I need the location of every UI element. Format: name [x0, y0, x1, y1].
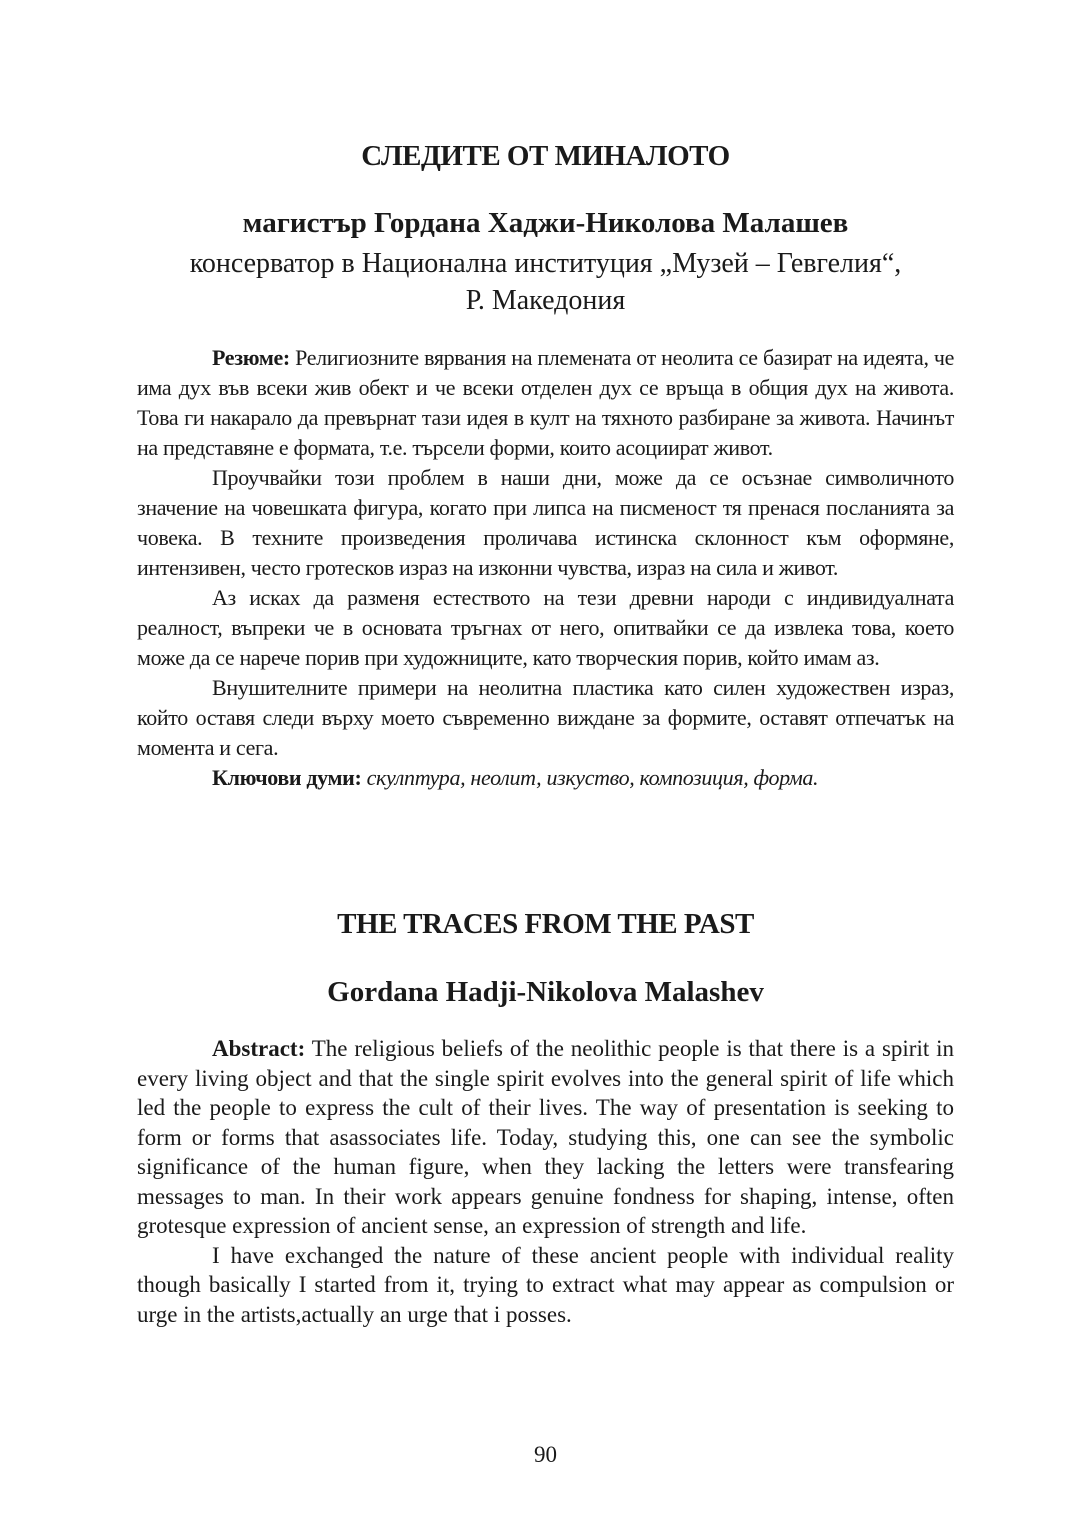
- bulgarian-keywords: [137, 763, 954, 793]
- affiliation-line-2: Р. Македония: [465, 285, 626, 316]
- english-abstract-label: Abstract:: [212, 1036, 306, 1061]
- bulgarian-abstract-text-1: Религиозните вярвания на племената от неолита се базират на идеята, че има дух във всеки жив обект и че всеки отделен дух се връща в общия дух на живота. Това ги накарало да превърнат тази идея в култ на тяхното разбиране за живота. Начинът на представяне е формата, т.е. търсели форми, които асоциират живот.: [137, 345, 954, 460]
- english-author: Gordana Hadji-Nikolova Malashev: [327, 976, 764, 1008]
- bulgarian-abstract-paragraph-1: [137, 343, 954, 463]
- keywords-label: Ключови думи:: [212, 765, 362, 790]
- bulgarian-title: СЛЕДИТЕ ОТ МИНАЛОТО: [361, 140, 730, 172]
- affiliation-line-1: консерватор в Национална институция „Музей – Гевгелия“,: [189, 248, 902, 279]
- english-abstract-text-1: The religious beliefs of the neolithic people is that there is a spirit in every living object and that the single spirit evolves into the general spirit of life which led the people to express the cult of their lives. The way of presentation is seeking to form or forms that asassociates life. Today, studying this, one can see the symbolic significance of the human figure, when they lacking the letters were transfearing messages to man. In their work appears genuine fondness for shaping, intense, often grotesque expression of ancient sense, an expression of strength and life.: [137, 1036, 954, 1238]
- bulgarian-abstract-paragraph-4: Внушителните примери на неолитна пластика като силен художествен израз, който оставя следи върху моето съвременно виждане за формите, оставят отпечатък на момента и сега.: [137, 675, 954, 760]
- keywords-text: скулптура, неолит, изкуство, композиция, форма.: [366, 765, 819, 790]
- english-abstract-paragraph-2: I have exchanged the nature of these ancient people with individual reality though basically I started from it, trying to extract what may appear as compulsion or urge in the artists,actually an urge that i posses.: [137, 1242, 954, 1327]
- bulgarian-abstract: [137, 343, 954, 793]
- bulgarian-author: магистър Гордана Хаджи-Николова Малашев: [242, 207, 849, 239]
- bulgarian-abstract-paragraph-3: Аз исках да разменя естеството на тези древни народи с индивидуалната реалност, въпреки че в основата тръгнах от него, опитвайки се да извлека това, което може да се нарече порив при художниците, като творческия порив, който имам аз.: [137, 585, 954, 670]
- bulgarian-abstract-paragraph-2: Проучвайки този проблем в наши дни, може да се осъзнае символичното значение на човешката фигура, когато при липса на писменост тя пренася посланията за човека. В техните произведения проличава истинска склонност към оформяне, интензивен, често гротесков израз на изконни чувства, израз на сила и живот.: [137, 465, 954, 580]
- english-abstract-paragraph-1: [137, 1034, 954, 1241]
- english-abstract: [137, 1034, 954, 1329]
- english-title: THE TRACES FROM THE PAST: [337, 908, 754, 940]
- bulgarian-abstract-label: Резюме:: [212, 345, 290, 370]
- page-number: 90: [534, 1442, 557, 1467]
